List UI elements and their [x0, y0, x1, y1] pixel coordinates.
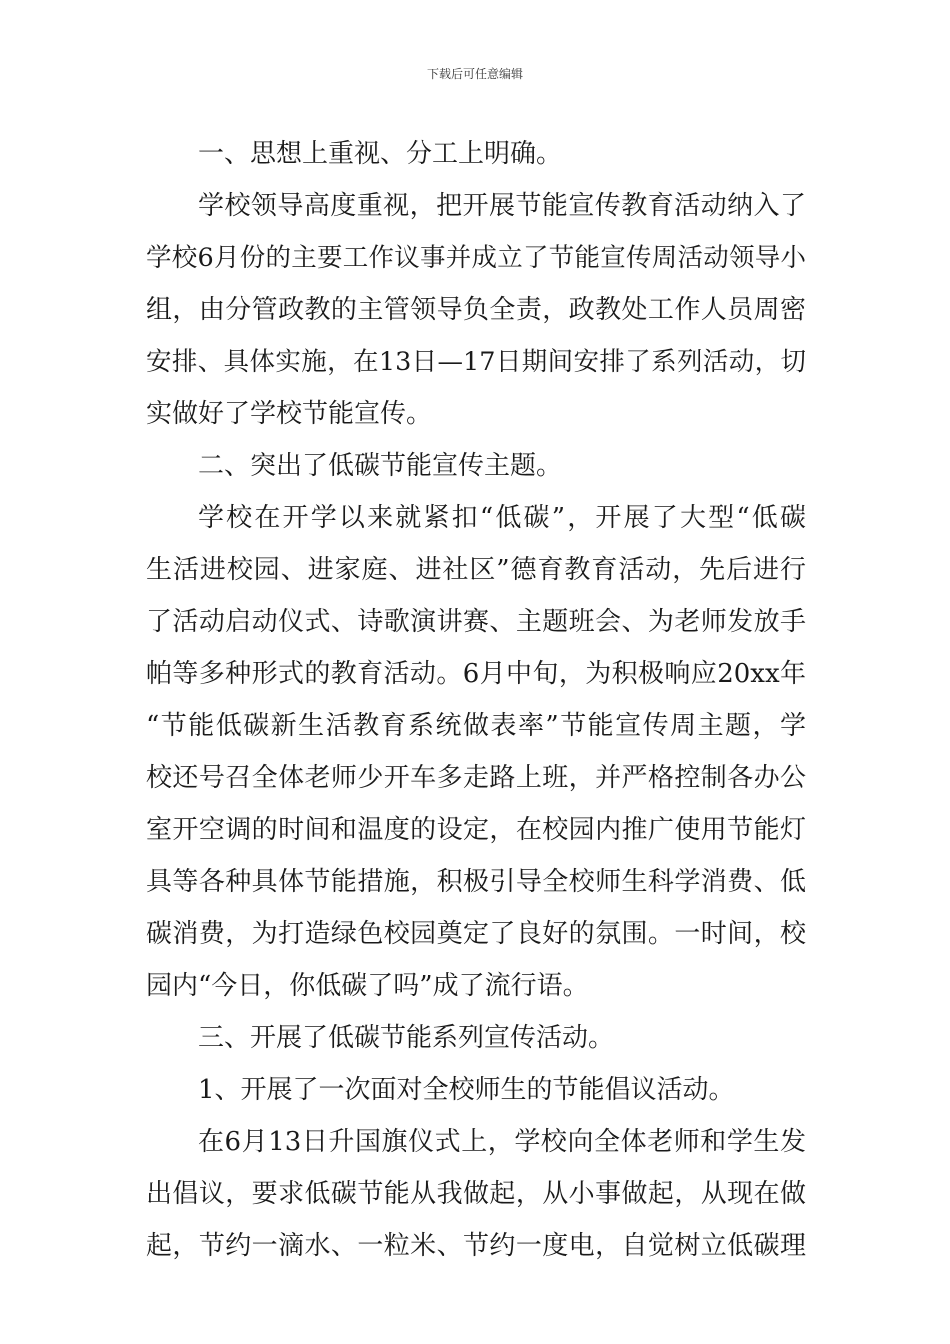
- paragraph-line: 组，由分管政教的主管领导负全责，政教处工作人员周密: [146, 295, 806, 325]
- paragraph-line: 安排、具体实施，在13日—17日期间安排了系列活动，切: [146, 347, 806, 377]
- section-heading-2: 二、突出了低碳节能宣传主题。: [198, 451, 563, 481]
- paragraph-line: 了活动启动仪式、诗歌演讲赛、主题班会、为老师发放手: [146, 607, 806, 637]
- paragraph-line: 校还号召全体老师少开车多走路上班，并严格控制各办公: [146, 763, 806, 793]
- paragraph-line: 在6月13日升国旗仪式上，学校向全体老师和学生发: [198, 1127, 806, 1157]
- paragraph-line: 具等各种具体节能措施，积极引导全校师生科学消费、低: [146, 867, 806, 897]
- paragraph-line: “节能低碳新生活教育系统做表率”节能宣传周主题，学: [146, 711, 806, 741]
- paragraph-line: 碳消费，为打造绿色校园奠定了良好的氛围。一时间，校: [146, 919, 806, 949]
- paragraph-line: 室开空调的时间和温度的设定，在校园内推广使用节能灯: [146, 815, 806, 845]
- document-body: [146, 128, 806, 1272]
- paragraph-line: 生活进校园、进家庭、进社区”德育教育活动，先后进行: [146, 555, 806, 585]
- paragraph-line: 出倡议，要求低碳节能从我做起，从小事做起，从现在做: [146, 1179, 806, 1209]
- paragraph-line: 帕等多种形式的教育活动。6月中旬，为积极响应20xx年: [146, 659, 806, 689]
- page-header-note: 下载后可任意编辑: [426, 67, 523, 81]
- paragraph-line: 学校在开学以来就紧扣“低碳”，开展了大型“低碳: [198, 503, 806, 533]
- paragraph-line: 园内“今日，你低碳了吗”成了流行语。: [146, 971, 589, 1001]
- paragraph-line: 起，节约一滴水、一粒米、节约一度电，自觉树立低碳理: [146, 1231, 806, 1261]
- paragraph-line: 实做好了学校节能宣传。: [146, 399, 433, 429]
- paragraph-line: 学校领导高度重视，把开展节能宣传教育活动纳入了: [198, 191, 806, 221]
- section-heading-1: 一、思想上重视、分工上明确。: [198, 139, 563, 169]
- paragraph-line: 学校6月份的主要工作议事并成立了节能宣传周活动领导小: [146, 243, 806, 273]
- subsection-heading-1: 1、开展了一次面对全校师生的节能倡议活动。: [198, 1075, 735, 1105]
- section-heading-3: 三、开展了低碳节能系列宣传活动。: [198, 1023, 615, 1053]
